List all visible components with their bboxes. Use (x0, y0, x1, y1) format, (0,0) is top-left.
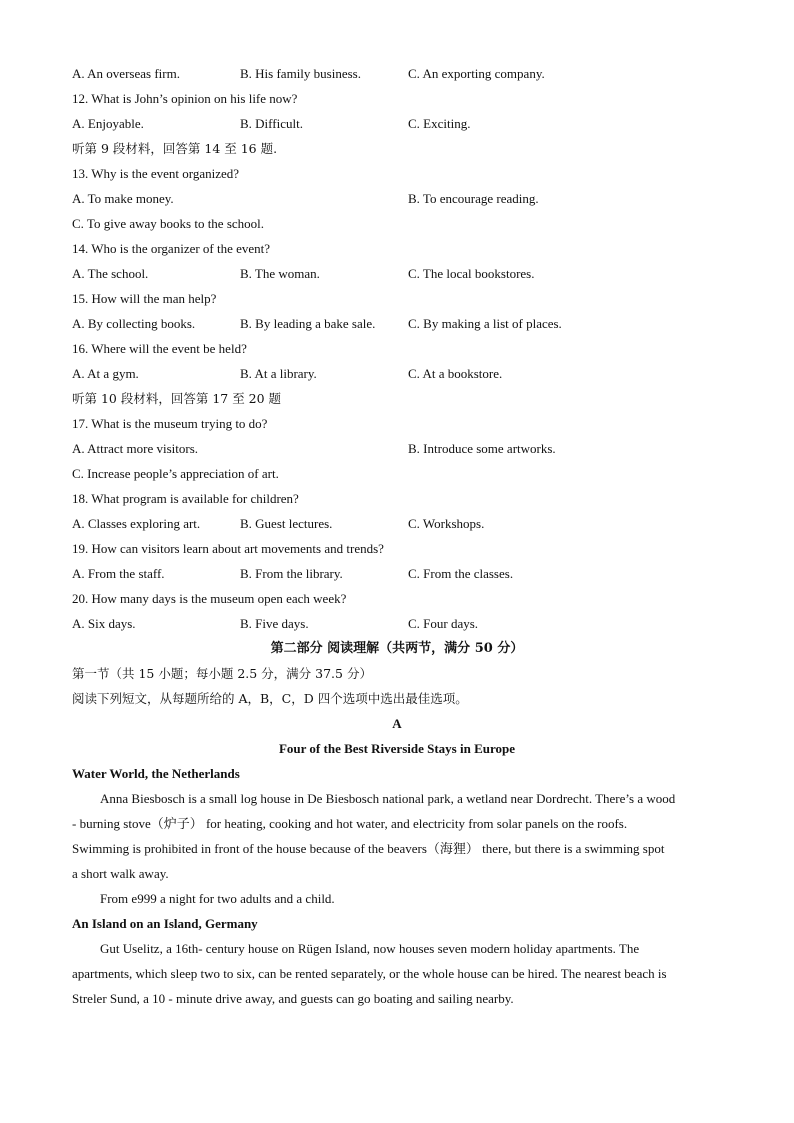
q20-question: 20. How many days is the museum open each week? (72, 591, 347, 606)
q13-option-c: C. To give away books to the school. (72, 216, 265, 231)
reading-part-title: 第二部分 阅读理解（共两节，满分 50 分） (270, 641, 524, 656)
paragraph-line: apartments, which sleep two to six, can be rented separately, or the whole house can be hired. The nearest beach is (72, 966, 667, 981)
paragraph-island (72, 936, 722, 1011)
q15-option-b: B. By leading a bake sale. (240, 316, 376, 331)
q20-option-b: B. Five days. (240, 616, 309, 631)
paragraph-water-world (72, 786, 722, 886)
q11-option-b: B. His family business. (240, 66, 361, 81)
q11-option-a: A. An overseas firm. (72, 66, 180, 81)
q14-question: 14. Who is the organizer of the event? (72, 241, 271, 256)
q13-question: 13. Why is the event organized? (72, 166, 240, 181)
q20-option-c: C. Four days. (408, 616, 479, 631)
q11-option-c: C. An exporting company. (408, 66, 545, 81)
q16-option-b: B. At a library. (240, 366, 317, 381)
q19-question: 19. How can visitors learn about art movements and trends? (72, 541, 384, 556)
q16-option-a: A. At a gym. (72, 366, 139, 381)
q15-option-a: A. By collecting books. (72, 316, 196, 331)
q15-question: 15. How will the man help? (72, 291, 217, 306)
passage-letter: A (392, 716, 402, 731)
q17-options (72, 436, 722, 461)
q19-options (72, 561, 722, 586)
section9-instruction: 听第 9 段材料，回答第 14 至 16 题. (72, 141, 278, 156)
q13-option-a: A. To make money. (72, 191, 174, 206)
q18-option-c: C. Workshops. (408, 516, 485, 531)
q19-option-b: B. From the library. (240, 566, 343, 581)
q19-option-c: C. From the classes. (408, 566, 514, 581)
q14-options (72, 261, 722, 286)
reading-section1-heading: 第一节（共 15 小题；每小题 2.5 分，满分 37.5 分） (72, 666, 372, 681)
q15-option-c: C. By making a list of places. (408, 316, 562, 331)
q16-question: 16. Where will the event be held? (72, 341, 247, 356)
q18-option-b: B. Guest lectures. (240, 516, 333, 531)
subheading-island: An Island on an Island, Germany (72, 916, 258, 931)
paragraph-line: Anna Biesbosch is a small log house in De Biesbosch national park, a wetland near Dordrecht. There’s a wood (100, 791, 676, 806)
q16-options (72, 361, 722, 386)
q18-options (72, 511, 722, 536)
q14-option-b: B. The woman. (240, 266, 320, 281)
q11-options (72, 61, 722, 86)
q17-option-b: B. Introduce some artworks. (408, 441, 556, 456)
q12-option-c: C. Exciting. (408, 116, 471, 131)
q14-option-a: A. The school. (72, 266, 149, 281)
q12-question: 12. What is John’s opinion on his life now? (72, 91, 298, 106)
q20-option-a: A. Six days. (72, 616, 136, 631)
paragraph-line: Swimming is prohibited in front of the house because of the beavers（海狸） there, but there is a swimming spot (72, 841, 665, 856)
q17-question: 17. What is the museum trying to do? (72, 416, 268, 431)
q12-options (72, 111, 722, 136)
q13-options (72, 186, 722, 211)
paragraph-line: Gut Uselitz, a 16th- century house on Rügen Island, now houses seven modern holiday apartments. The (100, 941, 640, 956)
paragraph-line: - burning stove（炉子） for heating, cooking and hot water, and electricity from solar panels on the roofs. (72, 816, 628, 831)
q18-question: 18. What program is available for children? (72, 491, 299, 506)
q18-option-a: A. Classes exploring art. (72, 516, 201, 531)
q15-options (72, 311, 722, 336)
q16-option-c: C. At a bookstore. (408, 366, 503, 381)
paragraph-line: a short walk away. (72, 866, 169, 881)
subheading-water-world: Water World, the Netherlands (72, 766, 240, 781)
q14-option-c: C. The local bookstores. (408, 266, 535, 281)
price-water-world: From e999 a night for two adults and a child. (100, 891, 335, 906)
q12-option-b: B. Difficult. (240, 116, 303, 131)
paragraph-line: Streler Sund, a 10 - minute drive away, and guests can go boating and sailing nearby. (72, 991, 514, 1006)
passage-title: Four of the Best Riverside Stays in Europe (278, 741, 516, 756)
exam-page (72, 61, 722, 1011)
reading-instruction: 阅读下列短文，从每题所给的 A，B，C，D 四个选项中选出最佳选项。 (72, 691, 468, 706)
q19-option-a: A. From the staff. (72, 566, 165, 581)
q17-option-a: A. Attract more visitors. (72, 441, 199, 456)
q20-options (72, 611, 722, 636)
q12-option-a: A. Enjoyable. (72, 116, 144, 131)
q13-option-b: B. To encourage reading. (408, 191, 539, 206)
q17-option-c: C. Increase people’s appreciation of art. (72, 466, 279, 481)
section10-instruction: 听第 10 段材料，回答第 17 至 20 题 (72, 391, 282, 406)
